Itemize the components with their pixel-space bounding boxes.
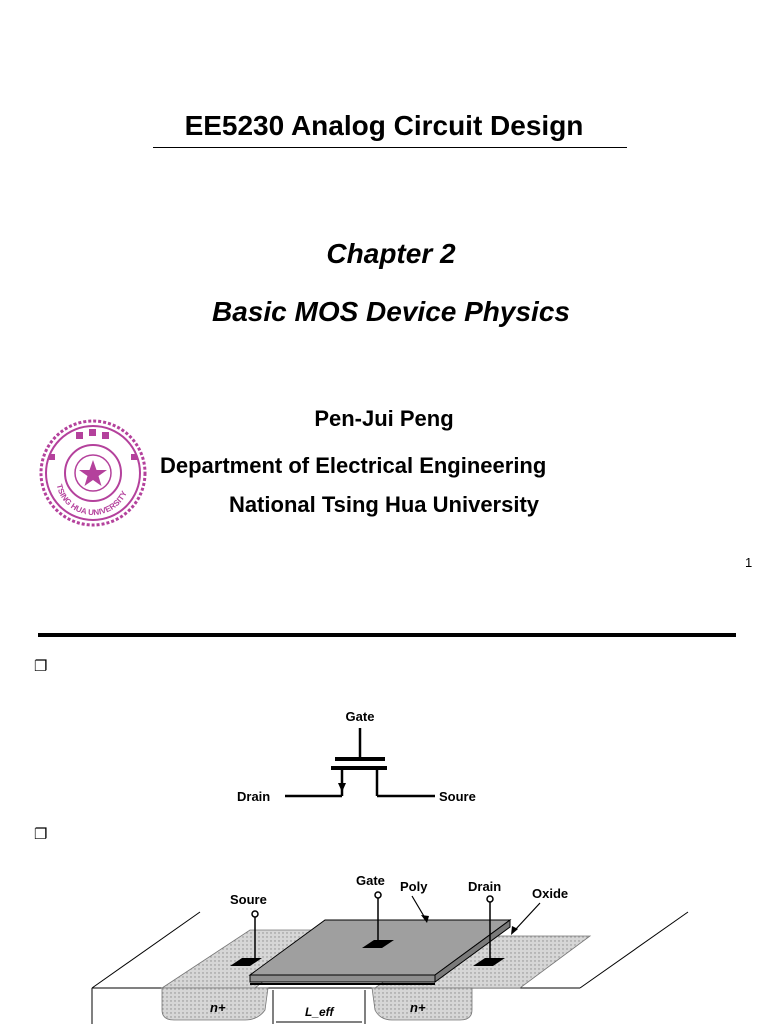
xsec-poly-label: Poly (400, 879, 428, 894)
bullet-icon: ❐ (34, 826, 48, 843)
drain-label: Drain (237, 789, 271, 804)
xsec-source-label: Soure (230, 892, 267, 907)
page-number: 1 (745, 555, 753, 570)
n-plus-left-label: n+ (210, 1000, 226, 1015)
xsec-drain-label: Drain (468, 879, 502, 894)
xsec-gate-label: Gate (356, 873, 385, 888)
department-name: Department of Electrical Engineering (160, 453, 547, 478)
mosfet-symbol-diagram (225, 700, 495, 815)
author-name: Pen-Jui Peng (314, 406, 454, 431)
gate-label: Gate (345, 709, 375, 724)
n-plus-right-label: n+ (410, 1000, 426, 1015)
bullet-icon: ❐ (34, 658, 48, 675)
course-title: EE5230 Analog Circuit Design (184, 110, 584, 141)
slide-divider (38, 633, 736, 637)
source-label: Soure (439, 789, 476, 804)
xsec-oxide-label: Oxide (532, 886, 569, 901)
title-underline (153, 147, 627, 148)
mosfet-cross-section-diagram (90, 860, 690, 1024)
chapter-heading: Chapter 2 (326, 238, 456, 269)
leff-label: L_eff (305, 1005, 334, 1019)
chapter-subtitle: Basic MOS Device Physics (212, 296, 570, 327)
seal-ring-text: TSING HUA UNIVERSITY (54, 483, 129, 518)
university-name: National Tsing Hua University (228, 492, 540, 517)
